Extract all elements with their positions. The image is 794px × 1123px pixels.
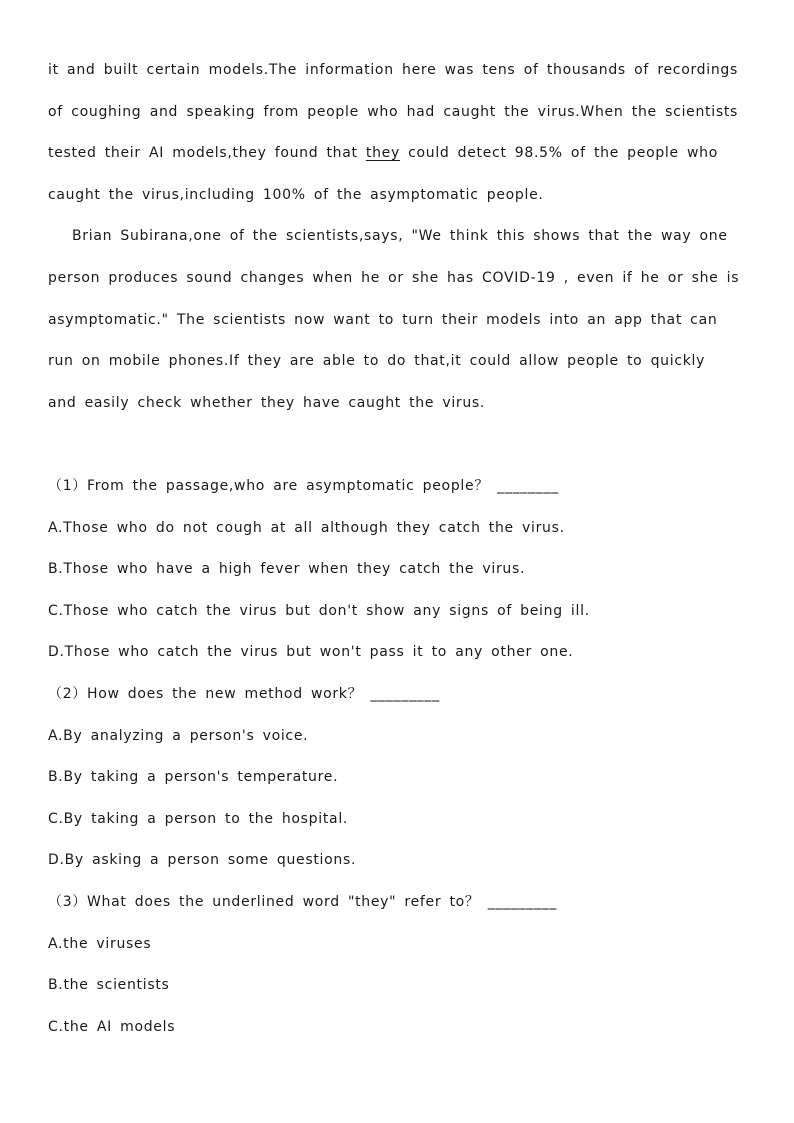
- option-c: C.Those who catch the virus but don't show any signs of being ill.: [48, 603, 590, 619]
- option-a: A.Those who do not cough at all although they catch the virus.: [48, 520, 565, 536]
- option-c: C.the AI models: [48, 1019, 176, 1035]
- option-b: B.the scientists: [48, 977, 170, 993]
- passage-line: asymptomatic." The scientists now want to turn their models into an app that can: [48, 312, 718, 328]
- question-stem: （1）From the passage,who are asymptomatic people？ ________: [48, 478, 559, 494]
- option-c: C.By taking a person to the hospital.: [48, 811, 349, 827]
- passage-line: [48, 143, 718, 163]
- option-b: B.By taking a person's temperature.: [48, 769, 339, 785]
- passage-line: of coughing and speaking from people who had caught the virus.When the scientists: [48, 104, 738, 120]
- passage-line: and easily check whether they have caught the virus.: [48, 395, 486, 411]
- option-a: A.the viruses: [48, 936, 152, 952]
- underlined-word: they: [365, 145, 400, 161]
- question-stem: （3）What does the underlined word "they" refer to？ _________: [48, 894, 558, 910]
- option-a: A.By analyzing a person's voice.: [48, 728, 309, 744]
- passage-line: caught the virus,including 100% of the asymptomatic people.: [48, 187, 544, 203]
- passage-line: it and built certain models.The information here was tens of thousands of recordings: [48, 62, 738, 78]
- question-stem: （2）How does the new method work？ _________: [48, 686, 440, 702]
- passage-text: tested their AI models,they found that: [48, 145, 366, 161]
- passage-line: run on mobile phones.If they are able to do that,it could allow people to quickly: [48, 353, 706, 369]
- passage-text: could detect 98.5% of the people who: [399, 145, 718, 161]
- passage-line: Brian Subirana,one of the scientists,says, "We think this shows that the way one: [72, 228, 728, 244]
- option-b: B.Those who have a high fever when they catch the virus.: [48, 561, 526, 577]
- passage-line: person produces sound changes when he or she has COVID-19 , even if he or she is: [48, 270, 740, 286]
- option-d: D.Those who catch the virus but won't pass it to any other one.: [48, 644, 574, 660]
- option-d: D.By asking a person some questions.: [48, 852, 357, 868]
